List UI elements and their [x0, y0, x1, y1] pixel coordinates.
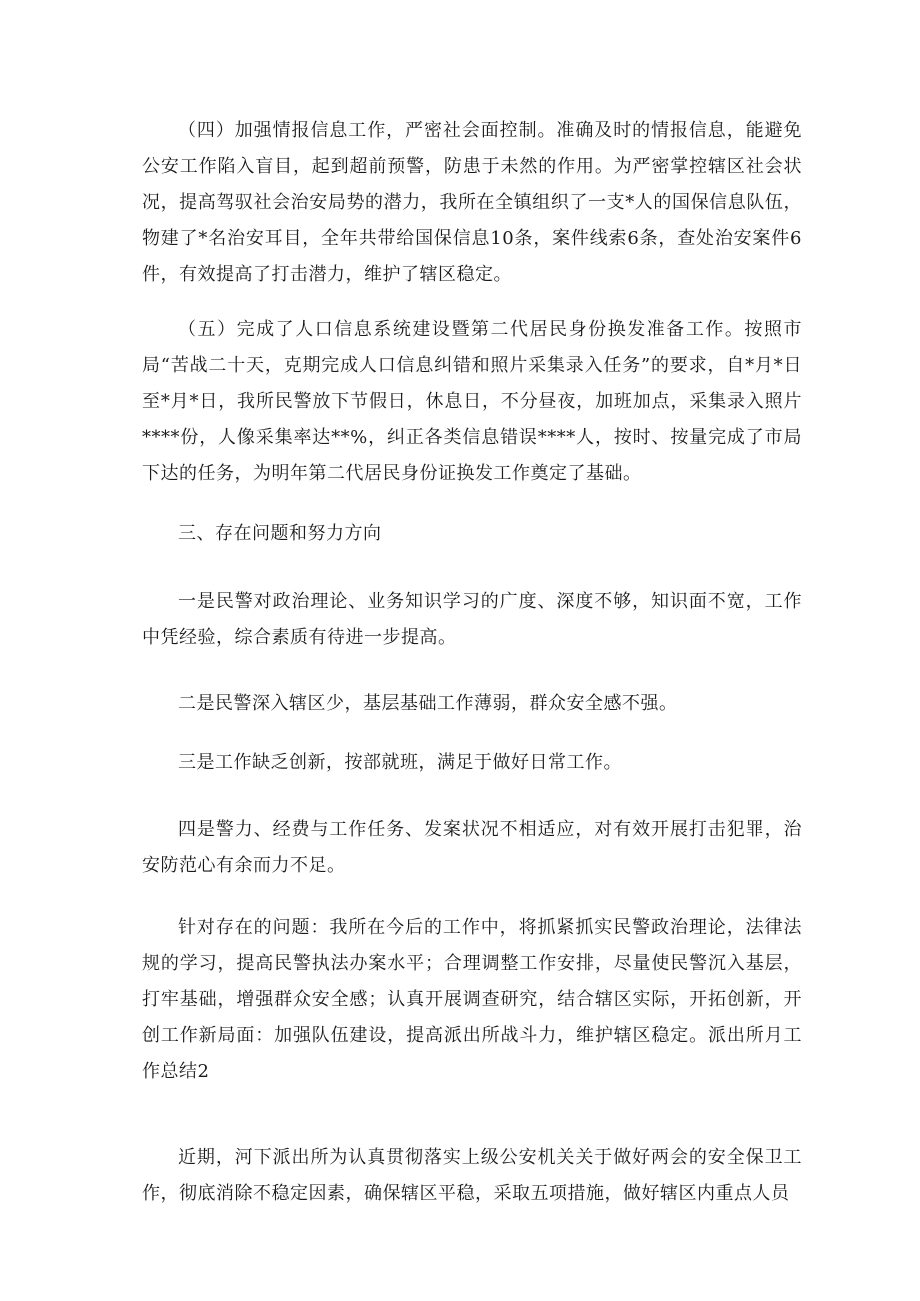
paragraph-problem-2: 二是民警深入辖区少，基层基础工作薄弱，群众安全感不强。 [178, 693, 678, 714]
paragraph-problem-3: 三是工作缺乏创新，按部就班，满足于做好日常工作。 [178, 752, 622, 773]
paragraph-improvement: 针对存在的问题：我所在今后的工作中，将抓紧抓实民警政治理论，法律法规的学习，提高民警执法办案水平；合理调整工作安排，尽量使民警沉入基层，打牢基础，增强群众安全感；认真开展调查研究，结合辖区实际，开拓创新，开创工作新局面：加强队伍建设，提高派出所战斗力，维护辖区稳定。派出所月工作总结2 [142, 917, 802, 1082]
paragraph-problem-4: 四是警力、经费与工作任务、发案状况不相适应，对有效开展打击犯罪，治安防范心有余而力不足。 [142, 819, 802, 876]
section-heading-problems: 三、存在问题和努力方向 [178, 523, 382, 544]
paragraph-recent-work: 近期，河下派出所为认真贯彻落实上级公安机关关于做好两会的安全保卫工作，彻底消除不稳定因素，确保辖区平稳，采取五项措施，做好辖区内重点人员 [142, 1147, 802, 1204]
paragraph-population-info: （五）完成了人口信息系统建设暨第二代居民身份换发准备工作。按照市局“苦战二十天，克期完成人口信息纠错和照片采集录入任务”的要求，自*月*日至*月*日，我所民警放下节假日，休息日，不分昼夜，加班加点，采集录入照片****份，人像采集率达**%，纠正各类信息错误****人，按时、按量完成了市局下达的任务，为明年第二代居民身份证换发工作奠定了基础。 [142, 319, 802, 484]
paragraph-problem-1: 一是民警对政治理论、业务知识学习的广度、深度不够，知识面不宽，工作中凭经验，综合素质有待进一步提高。 [142, 591, 802, 648]
paragraph-intelligence-work: （四）加强情报信息工作，严密社会面控制。准确及时的情报信息，能避免公安工作陷入盲目，起到超前预警，防患于未然的作用。为严密掌控辖区社会状况，提高驾驭社会治安局势的潜力，我所在全镇组织了一支*人的国保信息队伍，物建了*名治安耳目，全年共带给国保信息10条，案件线索6条，查处治安案件6件，有效提高了打击潜力，维护了辖区稳定。 [142, 120, 802, 285]
